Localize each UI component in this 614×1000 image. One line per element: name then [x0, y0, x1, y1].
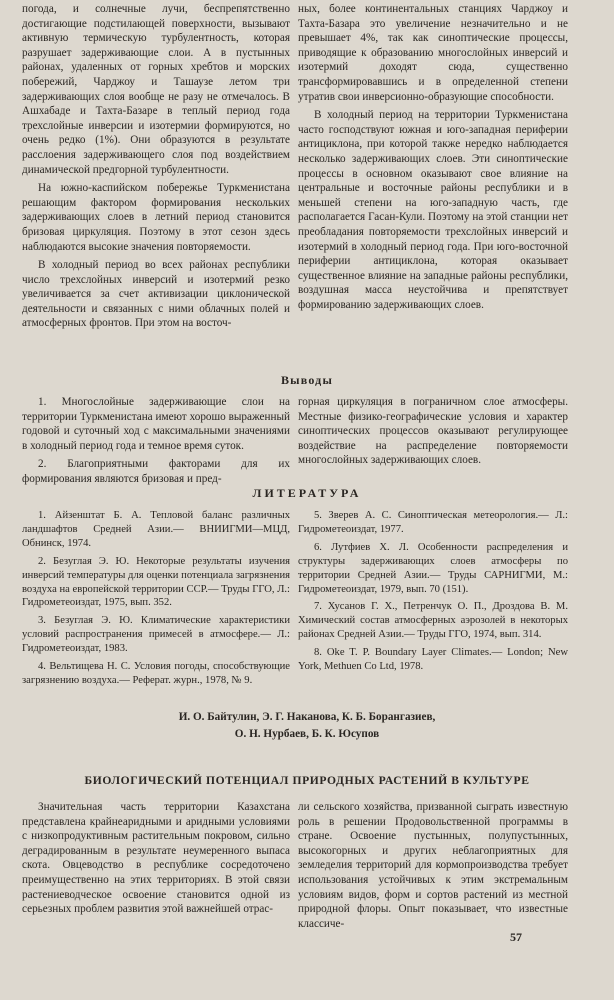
conclusions-right	[298, 395, 568, 472]
paragraph: 1. Многослойные задерживающие слои на территории Туркменистана имеют хорошо выраженный годовой и суточный ход с максимальными значениями в холодный период года и темное время суток.	[22, 396, 290, 452]
right-column-top	[298, 2, 568, 316]
reference-item: 2. Безуглая Э. Ю. Некоторые результаты изучения инверсий температуры для оценки потенциала загрязнения воздуха на европейской территории ССР.— Труды ГГО, Л.: Гидрометеоиздат, 1975, вып. 352.	[22, 555, 290, 609]
paragraph: ли сельского хозяйства, призванной сыграть известную роль в решении Продовольственной программы в стране. Освоение пустынных, полупустынных, высокогорных и других неблагоприятных для земледелия территорий для кормопроизводства требует использования устойчивых к этим экстремальным условиям видов, форм и сортов растений из местной природной флоры. Опыт показывает, что известные классиче-	[298, 801, 568, 930]
conclusions-left	[22, 395, 290, 491]
paragraph: погода, и солнечные лучи, беспрепятственно достигающие подстилающей поверхности, вызывают активную термическую турбулентность, которая разрушает задерживающие слои. А в пустынных районах, удаленных от горных хребтов и морских побережий, Чарджоу и Ташаузе летом три задерживающих слоя вообще не разу не отмечалось. В Ашхабаде и Тахта-Базаре в теплый период года трехслойные инверсии и изотермии формируются, но очень редко (1%). Они образуются в результате расслоения задерживающего слоя под воздействием динамической предгорной турбулентности.	[22, 3, 290, 176]
paragraph: ных, более континентальных станциях Чарджоу и Тахта-Базара это увеличение незначительно и не превышает 4%, так как синоптические процессы, приводящие к образованию многослойных инверсий и изотермий доходят сюда, существенно трансформировавшись и в определенной степени утратив свои инверсионно-образующие способности.	[298, 3, 568, 103]
authors-line-1: И. О. Байтулин, Э. Г. Наканова, К. Б. Борангазиев,	[178, 711, 436, 723]
paragraph: Значительная часть территории Казахстана представлена крайнеаридными и аридными условиями с низкопродуктивным растительным покровом, сильно деградированным в результате неумеренного выпаса скота. Овцеводство в республике сосредоточено преимущественно на этих территориях. В этой связи растениеводческое освоение становится одной из серьезных проблем развития этой важнейшей отрас-	[22, 801, 290, 916]
article-left-column	[22, 800, 290, 921]
references-left	[22, 509, 290, 692]
reference-item: 8. Oke T. P. Boundary Layer Climates.— London; New York, Methuen Co Ltd, 1978.	[298, 647, 568, 673]
paragraph: В холодный период на территории Туркменистана часто господствуют южная и юго-западная периферии антициклона, при которой также нередко наблюдается несколько задерживающих слоев. Эти синоптические процессы в основном оказывают свое влияние на центральные и восточные районы республики и в меньшей степени на юго-западную часть, где располагается Гасан-Кули. Поэтому на этой станции нет преобладания повторяемости трехслойных инверсий и изотермий в холодный период года. При юго-восточной периферии антициклона, которая оказывает существенное влияние на западные районы республики, воздушная масса неустойчива и препятствует формированию задерживающих слоев.	[298, 109, 568, 311]
page-number: 57	[510, 930, 522, 944]
paragraph: В холодный период во всех районах республики число трехслойных инверсий и изотермий резко увеличивается за счет активизации циклонической деятельности и связанных с ними облачных полей и атмосферных фронтов. При этом на восточ-	[22, 259, 290, 330]
authors-line-2: О. Н. Нурбаев, Б. К. Юсупов	[234, 728, 380, 740]
references-heading: ЛИТЕРАТУРА	[252, 486, 362, 500]
conclusions-heading: Выводы	[280, 373, 334, 387]
reference-item: 7. Хусанов Г. Х., Петренчук О. П., Дроздова В. М. Химический состав атмосферных аэрозолей в некоторых районах Средней Азии.— Труды ГГО, 1974, вып. 314.	[298, 601, 568, 641]
reference-item: 5. Зверев А. С. Синоптическая метеорология.— Л.: Гидрометеоиздат, 1977.	[298, 510, 568, 535]
reference-item: 6. Лутфиев Х. Л. Особенности распределения и структуры задерживающих слоев атмосферы по территории Средней Азии.— Труды САРНИГМИ, М.: Гидрометеоиздат, 1979, вып. 70 (151).	[298, 541, 568, 595]
reference-item: 3. Безуглая Э. Ю. Климатические характеристики условий распространения примесей в атмосфере.— Л.: Гидрометеоиздат, 1983.	[22, 615, 290, 655]
references-right	[298, 509, 568, 678]
paragraph: На южно-каспийском побережье Туркменистана решающим фактором формирования нескольких задерживающих слоев в летний период становится бризовая циркуляция. Поэтому в этот сезон здесь наблюдаются высокие значения повторяемости.	[22, 182, 290, 253]
reference-item: 1. Айзенштат Б. А. Тепловой баланс различных ландшафтов Средней Азии.— ВНИИГМИ—МЦД, Обнинск, 1974.	[22, 510, 290, 549]
paragraph: 2. Благоприятными факторами для их формирования являются бризовая и пред-	[22, 458, 290, 485]
left-column-top	[22, 2, 290, 335]
article-right-column	[298, 800, 568, 935]
reference-item: 4. Вельтищева Н. С. Условия погоды, способствующие загрязнению воздуха.— Реферат. журн., 1978, № 9.	[22, 661, 290, 686]
paragraph: горная циркуляция в пограничном слое атмосферы. Местные физико-географические условия и характер синоптических процессов оказывают регулирующее воздействие на распределение повторяемости многослойных задерживающих слоев.	[298, 396, 568, 467]
article-title: БИОЛОГИЧЕСКИЙ ПОТЕНЦИАЛ ПРИРОДНЫХ РАСТЕНИЙ В КУЛЬТУРЕ	[84, 774, 530, 787]
